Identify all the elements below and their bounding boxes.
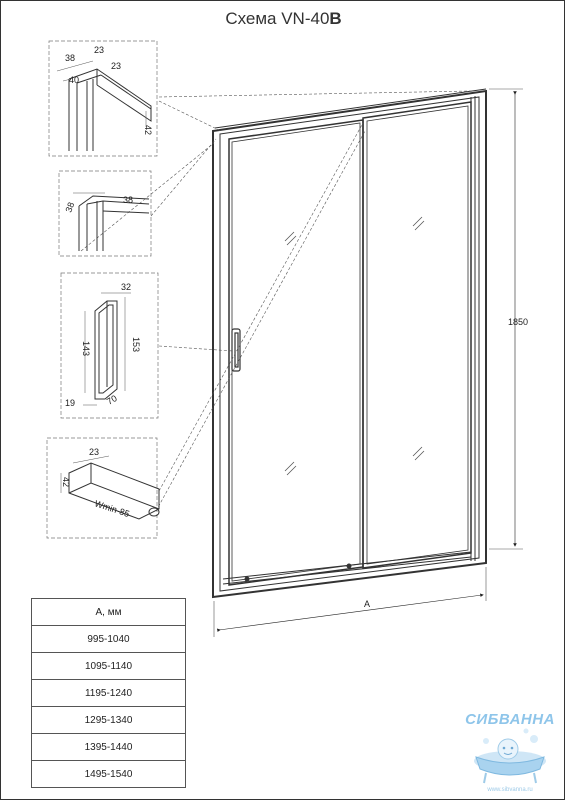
- brand-logo: [456, 707, 564, 801]
- handle-detail: [61, 273, 158, 418]
- width-dimension: [214, 567, 486, 637]
- size-table-header: [32, 599, 186, 626]
- profile-dim-b: 38: [63, 200, 77, 214]
- profile-dim-a: 38: [123, 195, 134, 205]
- brand-logo-url: www.sibvanna.ru: [487, 787, 533, 793]
- size-table-header-cell: А, мм: [32, 599, 186, 626]
- handle-dim-bottom-left: 19: [65, 398, 76, 408]
- corner-detail: [49, 41, 157, 156]
- corner-dim-a: 38: [65, 53, 76, 63]
- table-row: [32, 680, 186, 707]
- rail-detail: [47, 438, 159, 538]
- corner-dim-c: 23: [111, 61, 122, 71]
- size-range-cell: 1195-1240: [32, 680, 186, 707]
- rail-dim-length: Wmin-85: [93, 498, 131, 520]
- size-range-cell: 995-1040: [32, 626, 186, 653]
- size-range-cell: 1495-1540: [32, 761, 186, 788]
- width-label: A: [364, 599, 371, 609]
- corner-dim-d: 40: [69, 75, 80, 85]
- rail-dim-side: 42: [61, 477, 71, 488]
- title-suffix: B: [329, 9, 342, 28]
- left-glass-panel: [229, 120, 363, 585]
- right-glass-panel: [363, 102, 471, 568]
- profile-detail: [59, 171, 151, 256]
- table-row: [32, 626, 186, 653]
- title-model: Схема VN-40: [225, 9, 330, 28]
- size-table: [31, 598, 186, 788]
- rail-dim-top: 23: [89, 447, 100, 457]
- corner-dim-e: 42: [143, 125, 153, 136]
- door-frame: [213, 89, 486, 597]
- door-handle: [232, 329, 240, 371]
- size-range-cell: 1095-1140: [32, 653, 186, 680]
- glass-reflection-marks: [285, 217, 424, 475]
- corner-dim-b: 23: [94, 45, 105, 55]
- table-row: [32, 653, 186, 680]
- handle-dim-outer: 153: [131, 337, 141, 353]
- handle-dim-top: 32: [121, 282, 132, 292]
- brand-logo-text: СИБВАННА: [465, 711, 555, 728]
- table-row: [32, 707, 186, 734]
- table-row: [32, 734, 186, 761]
- size-range-cell: 1295-1340: [32, 707, 186, 734]
- detail-leader-lines: [81, 91, 471, 511]
- height-label: 1850: [508, 317, 529, 327]
- handle-dim-bottom-right: 70: [105, 393, 119, 407]
- size-range-cell: 1395-1440: [32, 734, 186, 761]
- table-row: [32, 761, 186, 788]
- handle-dim-inner: 143: [81, 341, 91, 357]
